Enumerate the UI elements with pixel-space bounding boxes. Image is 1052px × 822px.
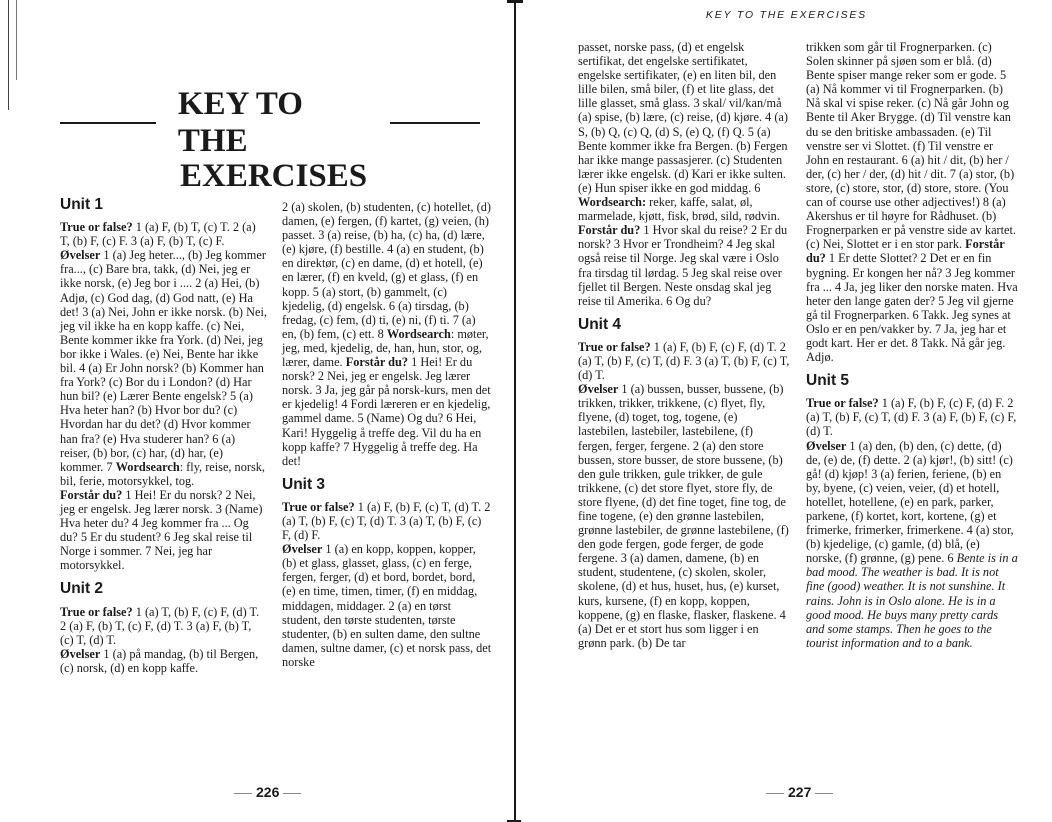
title-line-1: KEY TO THE xyxy=(177,86,303,159)
answer-paragraph: True or false? 1 (a) F, (b) T, (c) T. 2 (a) T, (b) F, (c) F. 3 (a) F, (b) T, (c) F. xyxy=(60,220,256,249)
title-rule-right xyxy=(390,122,480,124)
answer-paragraph: True or false? 1 (a) F, (b) F, (c) F, (d) F. 2 (a) T, (b) F, (c) T, (d) F. 3 (a) F, (b) F, (c) F, (d) T. xyxy=(806,396,1017,439)
answer-paragraph: True or false? 1 (a) T, (b) F, (c) F, (d) T. 2 (a) F, (b) T, (c) F, (d) T. 3 (a) F, (b) T, (c) T, (d) T. xyxy=(60,604,260,647)
page-number-left: 226 xyxy=(230,784,305,800)
label-ovelser: Øvelser xyxy=(60,248,101,263)
page-number-right: 227 xyxy=(762,784,837,800)
left-page xyxy=(0,0,524,822)
title-rule-left xyxy=(60,122,156,124)
answer-paragraph: 2 (a) skolen, (b) studenten, (c) hotellet, (d) damen, (e) fergen, (f) kartet, (g) veien, (h) passet. 3 (a) reise, (b) ha, (c) ha, (d) lære, (e) kjøre, (f) bestille. 4 (a) en student, (b) en direktør, (c) en dame, (d) et hotell, (e) en lærer, (f) en kveld, (g) et glass, (f) en kopp. 5 (a) stort, (b) gammelt, (c) kjedelig, (d) engelsk. 6 (a) tirsdag, (b) fredag, (c) fem, (d) ti, (e) ni, (f) ti. 7 (a) en, (b) fem, (c) ett. 8 Wordsearch: møter, jeg, med, kjedelig, de, han, hun, stor, og, lærer, dame. Forstår du? 1 Hei! Er du norsk? 2 Nei, jeg er engelsk. Jeg lærer norsk. 3 Ja, jeg går på norsk-kurs, men det er kjedelig! 4 Fordi læreren er en kjedelig, gammel dame. 5 (Name) Og du? 6 Hei, Kari! Hyggelig å treffe deg. Vil du ha en kopp kaffe? 7 Hyggelig å treffe deg. Ha det! xyxy=(282,200,491,468)
title-line-2: EXERCISES xyxy=(180,158,368,194)
running-head: KEY TO THE EXERCISES xyxy=(705,9,867,21)
unit-heading: Unit 1 xyxy=(60,196,104,213)
right-page-column-1 xyxy=(578,40,790,650)
answer-paragraph: True or false? 1 (a) F, (b) F, (c) T, (d) T. 2 (a) T, (b) F, (c) T, (d) T. 3 (a) T, (b) F, (c) F, (d) F. xyxy=(282,499,491,543)
left-page-column-1 xyxy=(60,188,268,675)
unit-heading: Unit 5 xyxy=(806,372,850,390)
answer-paragraph: trikken som går til Frognerparken. (c) Solen skinner på sjøen som er blå. (d) Bente spiser mange reker som er gode. 5 (a) Nå kommer vi til Frognerparken. (b) Nå skal vi spise reker. (c) Nå går John og Bente til Aker Brygge. (d) Til venstre kan du se den britiske ambassaden. (e) Til venstre ser vi Slottet. (f) Til venstre er John en restaurant. 6 (a) hit / dit, (b) her / der, (c) her / der, (d) hit / dit. 7 (a) stor, (b) store, (c) store, stor, (d) store, store. (You can of course use other adjectives!) 8 (a) Akershus er til høyre for Rådhuset. (b) Frognerparken er på venstre side av kartet. (c) Nei, Slottet er i en stor park. Forstår du? 1 Er dette Slottet? 2 Det er en fin bygning. Er kongen her nå? 3 Jeg kommer fra ... 4 Ja, jeg liker den norske maten. Hva heter den lange gaten der? 5 Jeg vil gjerne gå til Frognerparken. 6 Takk. Jeg synes at Oslo er en pen/vakker by. 7 Ja, jeg har et godt kart. Her er det. 8 Takk. Nå går jeg. Adjø. xyxy=(806,40,1018,365)
unit-heading: Unit 4 xyxy=(578,315,622,333)
label-forstar: Forstår du? xyxy=(60,487,123,502)
answer-paragraph: Øvelser 1 (a) Jeg heter..., (b) Jeg kommer fra..., (c) Bare bra, takk, (d) Nei, jeg er ikke norsk, (e) Jeg bor i .... 2 (a) Hei, (b) Adjø, (c) God dag, (d) God natt, (e) Ha det! 3 (a) Nei, John er ikke norsk. (b) Nei, jeg vil ikke ha en kopp kaffe. (c) Nei, Bente kommer ikke fra York. (d) Nei, jeg bor ikke i Wales. (e) Nei, Bente har ikke bil. 4 (a) Er John norsk? (b) Kommer han fra York? (c) Bor du i London? (d) Har hun bil? (e) Lærer Bente engelsk? 5 (a) Hva heter han? (b) Hvor bor du? (c) Hvordan har du det? (d) Hvor kommer han fra? (e) Hva studerer han? 6 (a) reiser, (b) bor, (c) har, (d) har, (e) kommer. 7 Wordsearch: fly, reise, norsk, bil, ferie, motorsykkel, tog. xyxy=(60,248,267,488)
right-page xyxy=(524,0,1052,822)
right-page-column-2 xyxy=(806,40,1018,650)
answer-paragraph: Øvelser 1 (a) bussen, busser, bussene, (b) trikken, trikker, trikkene, (c) flyet, fly, flyene, (d) toget, tog, togene, (e) lastebilen, lastebiler, lastebilene, (f) fergen, ferger, fergene. 2 (a) den store bussen, store busser, de store bussene, (b) den gule trikken, gule trikker, de gule trikkene, (c) det store flyet, store fly, de store flyene, (d) det fine toget, fine tog, de fine togene, (e) den grønne lastebilen, grønne lastebiler, de grønne lastebilene, (f) den gode fergen, gode ferger, de gode fergene. 3 (a) damen, damene, (b) en student, studentene, (c) skolen, skoler, skolene, (d) et hus, huset, hus, (e) kurset, kurs, kursene, (f) en kopp, koppen, koppene, (g) en flaske, flasker, flaskene. 4 (a) Det er et stort hus som ligger i en grønn park. (b) De tar xyxy=(578,382,789,650)
unit-heading: Unit 2 xyxy=(60,580,104,598)
unit-heading: Unit 3 xyxy=(282,475,326,493)
answer-paragraph: Øvelser 1 (a) den, (b) den, (c) dette, (d) de, (e) de, (f) dette. 2 (a) kjør!, (b) sitt! (c) gå! (d) kjøp! 3 (a) ferien, feriene, (b) en by, byene, (c) veien, veier, (d) et hotell, hotellet, hotellene, (e) en park, parker, parkene, (f) kortet, kort, kortene, (g) et frimerke, frimerker, frimerkene. 4 (a) stor, (b) kjedelige, (c) gamle, (d) blå, (e) norske, (f) grønne, (g) pene. 6 Bente is in a bad mood. The weather is bad. It is not fine (good) weather. It is not sunshine. It rains. John is in Oslo alone. He is in a good mood. He buys many pretty cards and some stamps. Then he goes to the tourist information and to a bank. xyxy=(806,438,1018,650)
answer-paragraph: passet, norske pass, (d) et engelsk sertifikat, det engelske sertifikatet, engelske sertifikater, (e) en liten bil, den lille bilen, små biler, (f) et lite glass, det lille glasset, små glass. 3 skal/ vil/kan/må (a) spise, (b) lære, (c) reise, (d) kjøre. 4 (a) S, (b) Q, (c) Q, (d) S, (e) Q, (f) Q. 5 (a) Bente kommer ikke fra Bergen. (b) Fergen har ikke mange passasjerer. (c) Studenten lærer ikke engelsk. (d) Kari er ikke sulten. (e) Hun spiser ikke en god middag. 6 Wordsearch: reker, kaffe, salat, øl, marmelade, kjøtt, fisk, brød, sild, rødvin. Forstår du? 1 Hvor skal du reise? 2 Er du norsk? 3 Hvor er Trondheim? 4 Jeg skal også reise til Norge. Jeg skal være i Oslo fra tirsdag til lørdag. 5 Jeg skal reise over fjellet til Bergen. Neste onsdag skal jeg reise til Amerika. 6 Og du? xyxy=(578,40,788,308)
answer-paragraph: Øvelser 1 (a) en kopp, koppen, kopper, (b) et glass, glasset, glass, (c) en ferge, fergen, ferger, (d) et bord, bordet, bord, (e) en time, timen, timer, (f) en middag, middagen, middager. 2 (a) en tørst student, den tørste studenten, tørste studenter, (b) en sulten dame, den sultne damen, sultne damer, (c) et norsk pass, det norske xyxy=(282,542,492,669)
answer-paragraph: Forstår du? 1 Hei! Er du norsk? 2 Nei, jeg er engelsk. Jeg lærer norsk. 3 (Name) Hva heter du? 4 Jeg kommer fra ... Og du? 5 Er du student? 6 Jeg skal reise til Norge i sommer. 7 Nei, jeg har motorsykkel. xyxy=(60,487,263,573)
answer-paragraph: True or false? 1 (a) F, (b) F, (c) F, (d) T. 2 (a) T, (b) F, (c) T, (d) F. 3 (a) T, (b) F, (c) T, (d) T. xyxy=(578,339,790,383)
answer-paragraph: Øvelser 1 (a) på mandag, (b) til Bergen, (c) norsk, (d) en kopp kaffe. xyxy=(60,646,259,675)
label-true-or-false: True or false? xyxy=(60,220,133,235)
left-page-column-2 xyxy=(282,200,492,669)
chapter-title xyxy=(60,86,480,195)
